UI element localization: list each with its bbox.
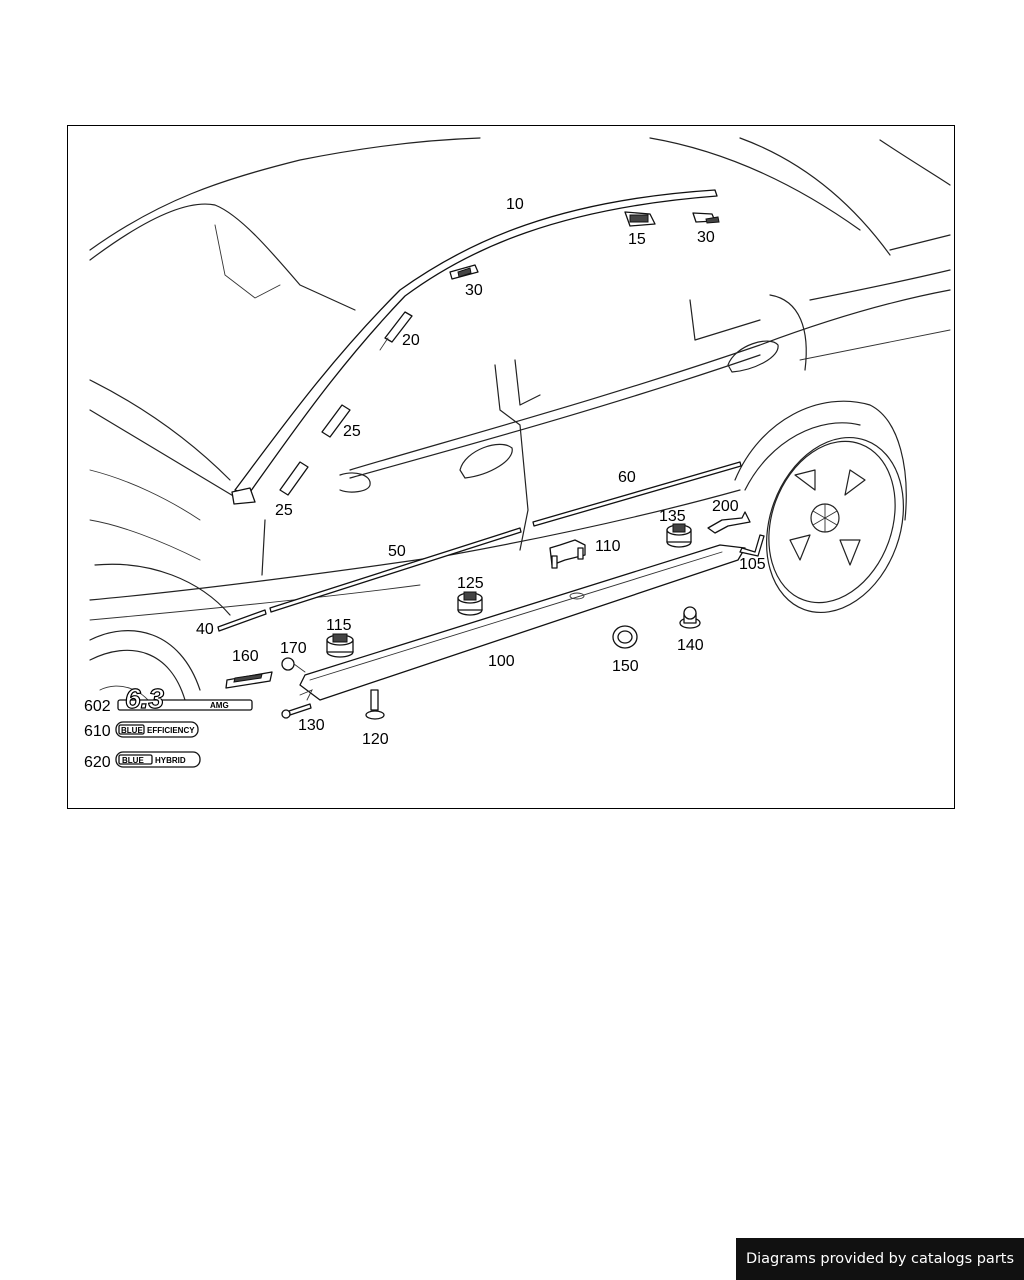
badge-602-main-text: 6.3 [125,683,164,714]
callout-130[interactable]: 130 [298,717,325,734]
part-30-clip-b[interactable] [450,265,478,279]
callout-20[interactable]: 20 [402,332,420,349]
callout-30b[interactable]: 30 [465,282,483,299]
callout-50[interactable]: 50 [388,543,406,560]
callout-30a[interactable]: 30 [697,229,715,246]
part-115-grommet[interactable] [327,634,353,657]
footer-credit-text: Diagrams provided by catalogs parts [745,1251,1015,1267]
callout-60[interactable]: 60 [618,469,636,486]
callout-25b[interactable]: 25 [275,502,293,519]
callout-200[interactable]: 200 [712,498,739,515]
badge-602-sub-text: AMG [210,701,229,710]
callout-135[interactable]: 135 [659,508,686,525]
callout-10[interactable]: 10 [506,196,524,213]
badge-610-right-text: EFFICIENCY [147,726,195,735]
badge-610-left-text: BLUE [121,726,143,735]
callout-120[interactable]: 120 [362,731,389,748]
part-25-trim-b[interactable] [280,462,308,495]
callout-170[interactable]: 170 [280,640,307,657]
badge-620-right-text: HYBRID [155,756,186,765]
badge-610-blue-efficiency[interactable] [116,722,198,737]
part-50-door-strip[interactable] [270,528,521,612]
footer-credit [736,1238,1024,1280]
callout-105[interactable]: 105 [739,556,766,573]
badge-620-blue-hybrid[interactable] [116,752,200,767]
part-140-clip-nut[interactable] [680,607,700,628]
part-170-clip[interactable] [282,658,305,672]
callout-610[interactable]: 610 [84,723,111,740]
callout-602[interactable]: 602 [84,698,111,715]
callout-150[interactable]: 150 [612,658,639,675]
callout-25a[interactable]: 25 [343,423,361,440]
part-110-carrier[interactable] [550,540,585,568]
callout-100[interactable]: 100 [488,653,515,670]
part-15-clip[interactable] [625,212,655,226]
part-125-grommet[interactable] [458,592,482,615]
part-150-plug[interactable] [613,626,637,648]
callout-620[interactable]: 620 [84,754,111,771]
part-135-grommet[interactable] [667,524,691,547]
callout-115[interactable]: 115 [326,617,352,634]
badge-620-left-text: BLUE [122,756,144,765]
part-120-bolt[interactable] [366,690,384,719]
part-160-badge[interactable] [226,672,272,688]
part-200-bracket[interactable] [708,512,750,533]
callout-15[interactable]: 15 [628,231,646,248]
part-105-bracket[interactable] [740,535,764,556]
part-30-clip-a[interactable] [693,213,719,223]
callout-160[interactable]: 160 [232,648,259,665]
callout-140[interactable]: 140 [677,637,704,654]
part-100-rocker-panel[interactable] [300,545,745,700]
callout-110[interactable]: 110 [595,538,621,555]
part-130-screw[interactable] [282,690,312,718]
part-40-fender-strip[interactable] [218,610,266,631]
callout-40[interactable]: 40 [196,621,214,638]
callout-125[interactable]: 125 [457,575,484,592]
